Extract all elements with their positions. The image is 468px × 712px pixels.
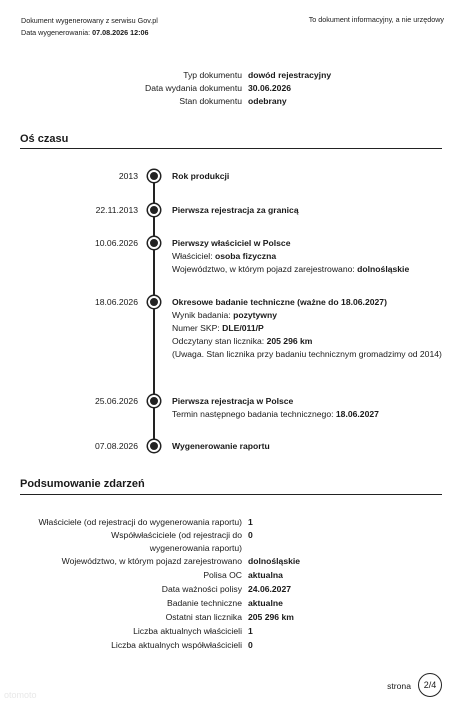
event-date: 22.11.2013 <box>95 205 138 215</box>
page-label: strona <box>387 681 411 691</box>
event-detail: Województwo, w którym pojazd zarejestrowano: dolnośląskie <box>172 263 410 274</box>
summary-label: Data ważności polisy <box>161 584 242 594</box>
page-number: 2/4 <box>418 673 442 697</box>
summary-value: 1 <box>248 517 253 527</box>
summary-value: 1 <box>248 626 253 636</box>
event-title: Rok produkcji <box>172 171 230 181</box>
summary-label: Właściciele (od rejestracji do wygenerowania raportu) <box>38 517 242 527</box>
summary-label: Województwo, w którym pojazd zarejestrowano <box>61 556 242 566</box>
timeline-dot-icon <box>148 440 160 452</box>
meta-row <box>0 94 468 108</box>
event-date: 2013 <box>118 171 138 181</box>
summary-value: 0 <box>248 530 253 540</box>
summary-value: aktualne <box>248 598 283 608</box>
generation-date-label: Data wygenerowania: <box>21 28 91 37</box>
event-title: Pierwsza rejestracja za granicą <box>172 205 299 215</box>
summary-label: Ostatni stan licznika <box>165 612 242 622</box>
summary-divider <box>20 494 442 495</box>
event-date: 10.06.2026 <box>94 238 138 248</box>
timeline-dot-icon <box>148 237 160 249</box>
meta-label: Data wydania dokumentu <box>145 83 242 93</box>
timeline-dot-icon <box>148 296 160 308</box>
event-detail: Właściciel: osoba fizyczna <box>172 250 277 261</box>
disclaimer-text: To dokument informacyjny, a nie urzędowy <box>308 15 444 24</box>
timeline-heading: Oś czasu <box>20 133 69 145</box>
summary-label: Współwłaściciele (od rejestracji do wygenerowania raportu) <box>111 530 242 553</box>
event-date: 25.06.2026 <box>94 396 138 406</box>
event-detail: Odczytany stan licznika: 205 296 km <box>172 335 313 346</box>
event-title: Pierwszy właściciel w Polsce <box>172 238 291 248</box>
meta-value: odebrany <box>248 96 287 106</box>
summary-value: aktualna <box>248 570 283 580</box>
timeline-dot-icon <box>148 395 160 407</box>
generation-info <box>21 15 158 39</box>
generation-date <box>21 27 158 39</box>
summary-value: 205 296 km <box>248 612 294 622</box>
event-title: Pierwsza rejestracja w Polsce <box>172 396 294 406</box>
event-detail: Numer SKP: DLE/011/P <box>172 322 264 333</box>
timeline-dot-icon <box>148 170 160 182</box>
event-detail: Termin następnego badania technicznego: 18.06.2027 <box>172 408 379 419</box>
event-note: (Uwaga. Stan licznika przy badaniu technicznym gromadzimy od 2014) <box>172 348 442 359</box>
event-title: Wygenerowanie raportu <box>172 441 270 451</box>
event-date: 18.06.2026 <box>94 297 138 307</box>
meta-row <box>0 68 468 82</box>
summary-label: Liczba aktualnych właścicieli <box>133 626 242 636</box>
meta-value: 30.06.2026 <box>248 83 292 93</box>
event-detail: Wynik badania: pozytywny <box>172 309 278 320</box>
timeline-divider <box>20 148 442 149</box>
meta-row <box>0 81 468 95</box>
source-text: Dokument wygenerowany z serwisu Gov.pl <box>21 16 158 25</box>
summary-label: Polisa OC <box>203 570 242 580</box>
summary-value: dolnośląskie <box>248 556 301 566</box>
meta-label: Typ dokumentu <box>183 70 242 80</box>
generation-date-value: 07.08.2026 12:06 <box>92 28 149 37</box>
summary-label: Liczba aktualnych współwłaścicieli <box>111 640 242 650</box>
summary-value: 24.06.2027 <box>248 584 292 594</box>
event-title: Okresowe badanie techniczne (ważne do 18.06.2027) <box>172 297 387 307</box>
meta-label: Stan dokumentu <box>179 96 242 106</box>
watermark: otomoto <box>4 690 37 700</box>
timeline-dot-icon <box>148 204 160 216</box>
summary-value: 0 <box>248 640 253 650</box>
summary-heading: Podsumowanie zdarzeń <box>20 478 145 490</box>
summary-label: Badanie techniczne <box>166 598 242 608</box>
event-date: 07.08.2026 <box>94 441 138 451</box>
meta-value: dowód rejestracyjny <box>248 70 332 80</box>
